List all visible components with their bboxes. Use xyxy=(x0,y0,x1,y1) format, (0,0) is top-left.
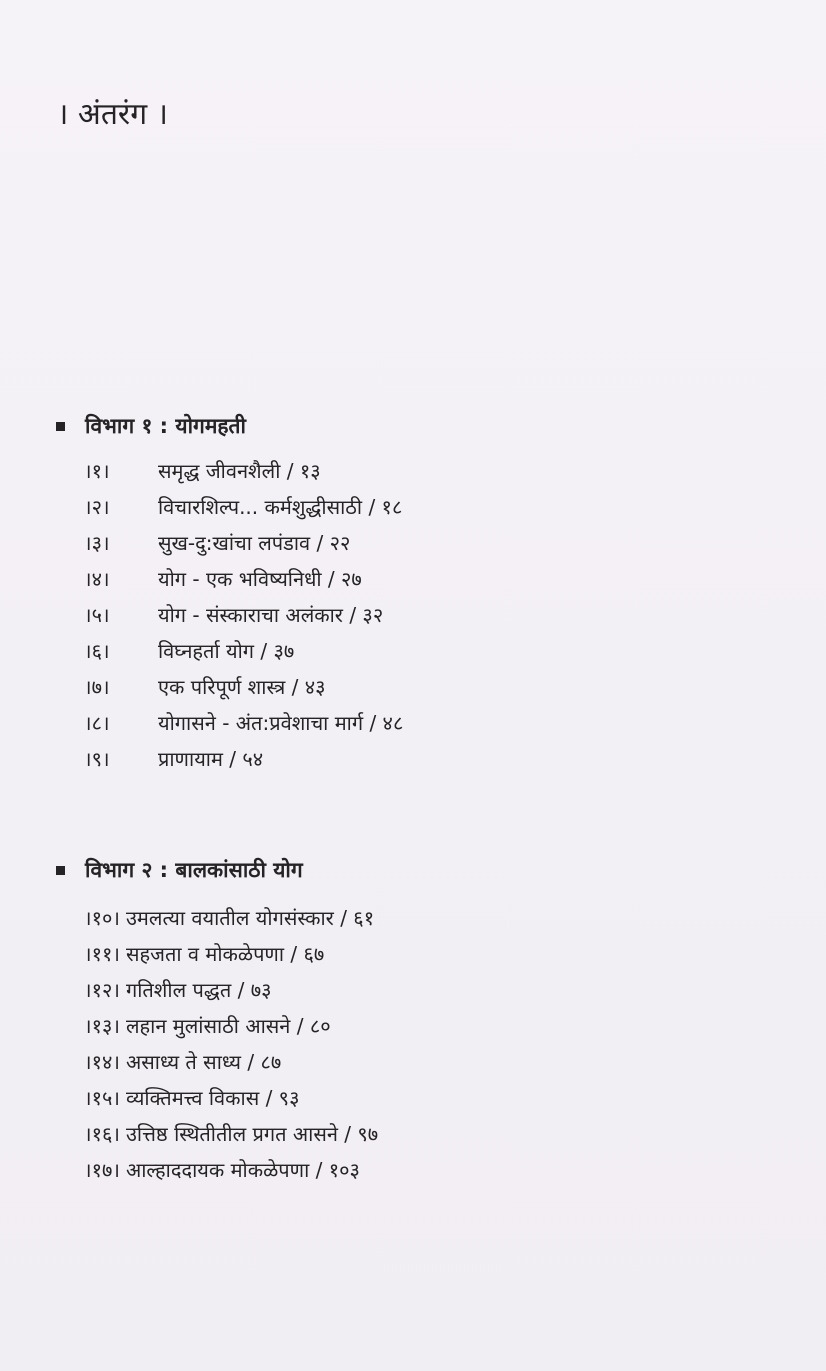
toc-item xyxy=(84,560,403,596)
chapter-title: गतिशील पद्धत / ७३ xyxy=(125,977,272,1002)
toc-item xyxy=(84,935,378,971)
square-bullet-icon xyxy=(56,422,65,431)
chapter-title: सुख-दु:खांचा लपंडाव / २२ xyxy=(158,530,351,555)
chapter-title: असाध्य ते साध्य / ८७ xyxy=(125,1049,282,1074)
chapter-title: प्राणायाम / ५४ xyxy=(158,746,264,771)
page-title: । अंतरंग । xyxy=(57,97,168,132)
chapter-number: ।१४। xyxy=(84,1049,120,1074)
toc-item xyxy=(84,596,403,632)
toc-item xyxy=(84,488,403,524)
chapter-title: योग - संस्काराचा अलंकार / ३२ xyxy=(158,602,384,627)
chapter-number: ।२। xyxy=(84,494,110,519)
chapter-title: उत्तिष्ठ स्थितीतील प्रगत आसने / ९७ xyxy=(125,1121,379,1146)
chapter-number: ।६। xyxy=(84,638,110,663)
chapter-title: समृद्ध जीवनशैली / १३ xyxy=(158,458,321,483)
chapter-number: ।५। xyxy=(84,602,110,627)
chapter-number: ।३। xyxy=(84,530,110,555)
toc-item xyxy=(84,1007,378,1043)
toc-item xyxy=(84,704,403,740)
chapter-number: ।११। xyxy=(84,941,120,966)
toc-item xyxy=(84,899,378,935)
chapter-title: विचारशिल्प... कर्मशुद्धीसाठी / १८ xyxy=(158,494,403,519)
section-heading-2 xyxy=(56,854,303,886)
chapter-number: ।४। xyxy=(84,566,110,591)
chapter-number: ।१७। xyxy=(84,1157,120,1182)
chapter-number: ।१३। xyxy=(84,1013,120,1038)
chapter-title: आल्हाददायक मोकळेपणा / १०३ xyxy=(125,1157,360,1182)
chapter-title: विघ्नहर्ता योग / ३७ xyxy=(158,638,295,663)
chapter-number: ।१। xyxy=(84,458,110,483)
toc-list-section-2 xyxy=(84,899,378,1187)
toc-item xyxy=(84,1043,378,1079)
toc-item xyxy=(84,1079,378,1115)
toc-item xyxy=(84,971,378,1007)
section-heading-1 xyxy=(56,410,246,442)
chapter-title: योग - एक भविष्यनिधी / २७ xyxy=(158,566,362,591)
toc-item xyxy=(84,452,403,488)
section-heading-text: विभाग २ : बालकांसाठी योग xyxy=(85,858,303,882)
chapter-title: उमलत्या वयातील योगसंस्कार / ६१ xyxy=(125,905,375,930)
chapter-number: ।८। xyxy=(84,710,110,735)
toc-item xyxy=(84,1151,378,1187)
chapter-title: लहान मुलांसाठी आसने / ८० xyxy=(125,1013,331,1038)
toc-item xyxy=(84,632,403,668)
toc-item xyxy=(84,524,403,560)
chapter-title: योगासने - अंत:प्रवेशाचा मार्ग / ४८ xyxy=(158,710,404,735)
toc-item xyxy=(84,668,403,704)
chapter-number: ।७। xyxy=(84,674,110,699)
section-heading-text: विभाग १ : योगमहती xyxy=(85,414,246,438)
chapter-title: एक परिपूर्ण शास्त्र / ४३ xyxy=(158,674,326,699)
toc-item xyxy=(84,1115,378,1151)
chapter-number: ।१५। xyxy=(84,1085,120,1110)
square-bullet-icon xyxy=(56,866,65,875)
chapter-number: ।१२। xyxy=(84,977,120,1002)
toc-item xyxy=(84,740,403,776)
chapter-title: व्यक्तिमत्त्व विकास / ९३ xyxy=(125,1085,300,1110)
chapter-number: ।१६। xyxy=(84,1121,120,1146)
toc-list-section-1 xyxy=(84,452,403,776)
chapter-title: सहजता व मोकळेपणा / ६७ xyxy=(125,941,325,966)
chapter-number: ।९। xyxy=(84,746,110,771)
chapter-number: ।१०। xyxy=(84,905,120,930)
